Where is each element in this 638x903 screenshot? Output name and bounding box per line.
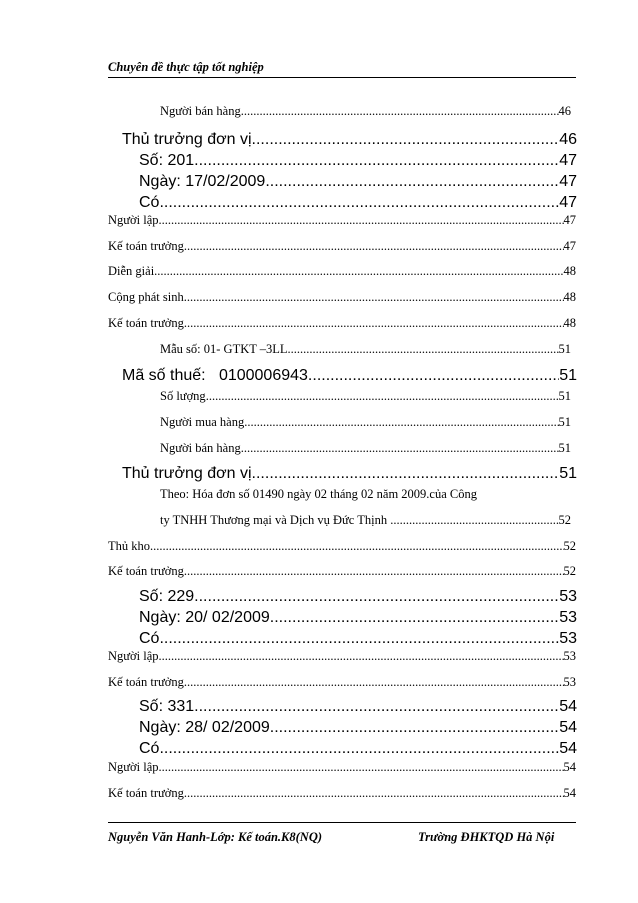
toc-page-number: 47 <box>559 152 577 169</box>
toc-entry[interactable] <box>139 173 577 191</box>
toc-entry[interactable] <box>108 675 576 690</box>
header-rule <box>108 77 576 78</box>
toc-entry[interactable] <box>108 760 576 775</box>
toc-entry-label: Kế toán trưởng <box>108 675 184 689</box>
toc-leader-dots <box>288 342 559 357</box>
toc-entry[interactable] <box>108 264 576 279</box>
toc-page-number: 53 <box>563 649 576 663</box>
toc-page-number: 53 <box>563 675 576 689</box>
toc-entry[interactable] <box>139 588 577 606</box>
toc-leader-dots <box>206 389 559 404</box>
toc-leader-dots <box>159 740 559 758</box>
toc-leader-dots <box>270 719 559 737</box>
toc-leader-dots <box>184 675 564 690</box>
toc-entry-label: Thủ trưởng đơn vị <box>122 131 252 148</box>
toc-entry[interactable] <box>139 630 577 648</box>
toc-leader-dots <box>159 630 559 648</box>
toc-page-number: 47 <box>563 239 576 253</box>
toc-entry-label: Người bán hàng <box>160 104 241 118</box>
toc-entry-label: Diễn giải <box>108 264 155 278</box>
toc-entry[interactable] <box>122 465 577 483</box>
toc-page-number: 53 <box>559 588 577 605</box>
toc-page-number: 52 <box>563 539 576 553</box>
toc-leader-dots <box>159 194 559 212</box>
toc-leader-dots <box>194 698 559 716</box>
toc-leader-dots <box>265 173 559 191</box>
toc-entry-label: Số: 331 <box>139 698 195 715</box>
toc-entry[interactable] <box>160 342 571 357</box>
toc-entry[interactable] <box>160 104 571 119</box>
toc-entry-label: Ngày: 28/ 02/2009 <box>139 719 270 736</box>
toc-entry[interactable] <box>160 415 571 430</box>
toc-page-number: 51 <box>558 415 571 429</box>
toc-leader-dots <box>270 609 559 627</box>
toc-page-number: 54 <box>563 786 576 800</box>
toc-entry[interactable] <box>160 389 571 404</box>
toc-page-number: 51 <box>558 342 571 356</box>
toc-entry[interactable] <box>122 367 577 385</box>
toc-entry[interactable] <box>160 441 571 456</box>
toc-page-number: 51 <box>558 441 571 455</box>
toc-leader-dots <box>241 104 559 119</box>
toc-entry-label: Ngày: 20/ 02/2009 <box>139 609 270 626</box>
header-title: Chuyên đề thực tập tốt nghiệp <box>108 60 264 74</box>
toc-leader-dots <box>390 513 558 528</box>
toc-page-number: 51 <box>558 389 571 403</box>
toc-page-number: 51 <box>559 465 577 482</box>
toc-entry-label: Có <box>139 740 160 757</box>
toc-page-number: 47 <box>563 213 576 227</box>
toc-page-number: 54 <box>563 760 576 774</box>
toc-entry[interactable] <box>139 719 577 737</box>
toc-page-number: 48 <box>563 316 576 330</box>
toc-entry[interactable] <box>108 290 576 305</box>
footer-school: Trường ĐHKTQD Hà Nội <box>418 830 555 844</box>
toc-entry[interactable] <box>139 152 577 170</box>
toc-entry[interactable] <box>122 131 577 149</box>
toc-leader-dots <box>252 131 560 149</box>
toc-entry-label: Người mua hàng <box>160 415 245 429</box>
toc-page-number: 53 <box>559 609 577 626</box>
toc-entry[interactable] <box>108 564 576 579</box>
toc-entry-label: Người lập <box>108 760 159 774</box>
toc-page-number: 46 <box>559 131 577 148</box>
toc-leader-dots <box>244 415 558 430</box>
toc-leader-dots <box>159 649 564 664</box>
toc-entry-label: Người lập <box>108 213 159 227</box>
toc-page-number: 53 <box>559 630 577 647</box>
toc-leader-dots <box>194 152 559 170</box>
toc-entry-label: Ngày: 17/02/2009 <box>139 173 266 190</box>
toc-entry-label: Kế toán trưởng <box>108 564 184 578</box>
toc-entry-wrapped-text: Theo: Hóa đơn số 01490 ngày 02 tháng 02 năm 2009.của Công <box>160 487 477 501</box>
toc-leader-dots <box>194 588 559 606</box>
toc-entry[interactable] <box>108 649 576 664</box>
toc-entry-label: Mẫu số: 01- GTKT –3LL <box>160 342 288 356</box>
toc-entry-label: Kế toán trưởng <box>108 786 184 800</box>
toc-entry-label: Có <box>139 194 160 211</box>
toc-entry-label: Thủ kho <box>108 539 151 553</box>
toc-entry-label: Kế toán trưởng <box>108 239 184 253</box>
toc-leader-dots <box>150 539 563 554</box>
toc-entry-label: Cộng phát sinh <box>108 290 184 304</box>
toc-page-number: 46 <box>558 104 571 118</box>
toc-entry[interactable] <box>108 316 576 331</box>
toc-entry[interactable] <box>108 213 576 228</box>
toc-entry[interactable] <box>139 740 577 758</box>
toc-page-number: 54 <box>559 719 577 736</box>
toc-entry-label: Người bán hàng <box>160 441 241 455</box>
toc-page-number: 47 <box>559 194 577 211</box>
toc-leader-dots <box>159 213 564 228</box>
toc-page-number: 54 <box>559 740 577 757</box>
toc-entry[interactable] <box>108 539 576 554</box>
toc-page-number: 51 <box>559 367 577 384</box>
toc-entry[interactable] <box>139 609 577 627</box>
footer-rule <box>108 822 576 823</box>
toc-entry-label: Số: 229 <box>139 588 195 605</box>
toc-leader-dots <box>184 564 564 579</box>
toc-leader-dots <box>184 786 564 801</box>
toc-leader-dots <box>184 290 564 305</box>
toc-page-number: 52 <box>558 513 571 527</box>
toc-entry-label: Số lượng <box>160 389 206 403</box>
toc-page-number: 54 <box>559 698 577 715</box>
toc-entry[interactable] <box>139 194 577 212</box>
toc-entry[interactable] <box>139 698 577 716</box>
toc-leader-dots <box>184 316 564 331</box>
toc-entry-label: Người lập <box>108 649 159 663</box>
toc-entry-label: Thủ trưởng đơn vị <box>122 465 252 482</box>
toc-leader-dots <box>252 465 560 483</box>
toc-page-number: 48 <box>563 290 576 304</box>
toc-leader-dots <box>184 239 564 254</box>
toc-page-number: 52 <box>563 564 576 578</box>
toc-entry-label: Có <box>139 630 160 647</box>
toc-entry[interactable] <box>108 239 576 254</box>
toc-leader-dots <box>154 264 563 279</box>
toc-page-number: 48 <box>563 264 576 278</box>
toc-entry-label: Mã số thuế: 0100006943 <box>122 367 308 384</box>
toc-entry-label: Kế toán trưởng <box>108 316 184 330</box>
toc-page-number: 47 <box>559 173 577 190</box>
toc-leader-dots <box>159 760 564 775</box>
toc-entry[interactable] <box>108 786 576 801</box>
toc-entry[interactable] <box>160 513 571 528</box>
toc-leader-dots <box>308 367 559 385</box>
toc-leader-dots <box>241 441 559 456</box>
toc-entry-label: Số: 201 <box>139 152 195 169</box>
footer-author: Nguyễn Văn Hanh-Lớp: Kế toán.K8(NQ) <box>108 830 323 844</box>
toc-entry-label: ty TNHH Thương mại và Dịch vụ Đức Thịnh <box>160 513 391 527</box>
